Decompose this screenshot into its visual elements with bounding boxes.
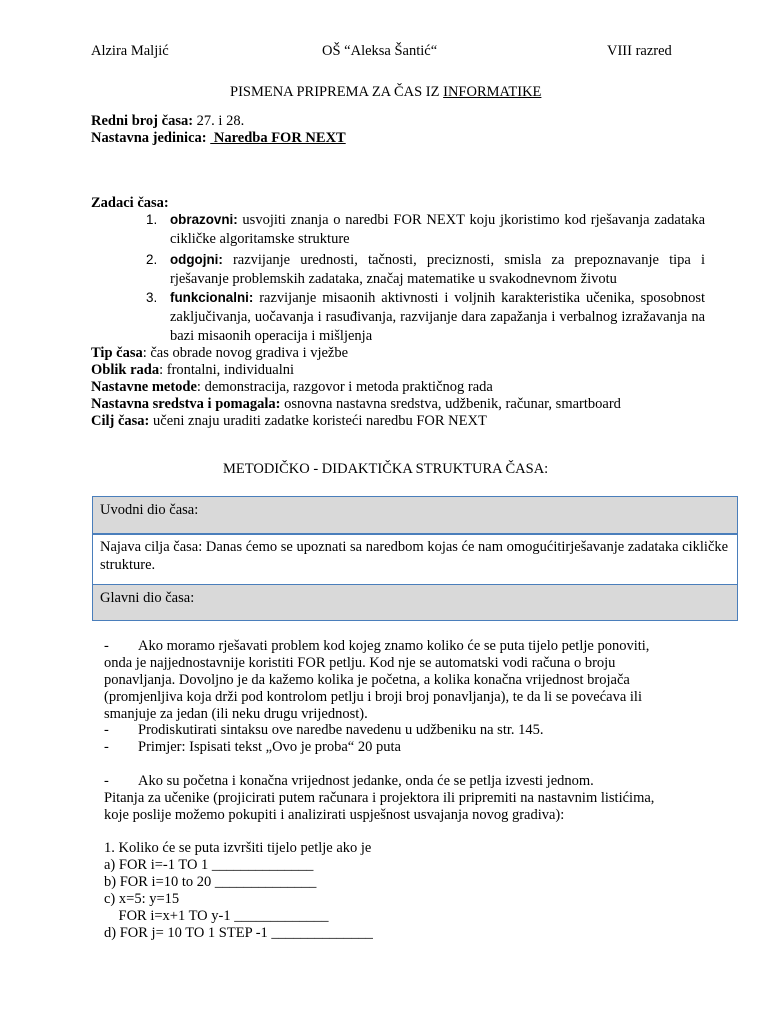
tasks-heading: Zadaci časa: — [91, 195, 169, 211]
main-section-header — [92, 584, 738, 621]
intro-text: Najava cilja časa: Danas ćemo se upoznati sa naredbom kojas će nam omogućitirješavanje zadataka cikličke strukture. — [100, 539, 729, 573]
lesson-number — [91, 113, 244, 130]
paragraph-line: smanjuje za jedan (ili neku drugu vrijednost). — [104, 706, 368, 722]
intro-label: Uvodni dio časa: — [100, 502, 199, 518]
question-option: b) FOR i=10 to 20 ______________ — [104, 874, 317, 890]
bullet-dash: - — [104, 722, 109, 738]
lesson-type: Tip časa: čas obrade novog gradiva i vježbe — [91, 345, 349, 361]
paragraph-line: onda je najjednostavnije koristiti FOR petlju. Kod nje se automatski vodi računa o broju — [104, 655, 616, 671]
task-label: obrazovni: — [170, 212, 238, 227]
intro-section-header — [92, 496, 738, 535]
lesson-number-label: Redni broj časa: — [91, 113, 194, 129]
author-name: Alzira Maljić — [91, 43, 169, 59]
school-name: OŠ “Aleksa Šantić“ — [322, 43, 438, 59]
task-label: funkcionalni: — [170, 290, 254, 305]
task-text: usvojiti znanja o naredbi FOR NEXT koju jkoristimo kod rješavanja zadataka cikličke algoritamske strukture — [170, 212, 705, 247]
task-number: 3. — [146, 290, 158, 305]
lesson-unit-value: Naredba FOR NEXT — [210, 130, 346, 146]
title-subject: INFORMATIKE — [443, 84, 542, 100]
lesson-goal: Cilj časa: učeni znaju uraditi zadatke koristeći naredbu FOR NEXT — [91, 413, 487, 429]
bullet-dash: - — [104, 773, 109, 789]
paragraph-line: Pitanja za učenike (projicirati putem računara i projektora ili pripremiti na nastavnim listićima, — [104, 790, 655, 806]
question-option: FOR i=x+1 TO y-1 _____________ — [104, 908, 329, 924]
bullet-dash: - — [104, 739, 109, 755]
task-number: 1. — [146, 212, 158, 227]
grade: VIII razred — [607, 43, 672, 59]
structure-heading: METODIČKO - DIDAKTIČKA STRUKTURA ČASA: — [223, 461, 549, 477]
task-text: razvijanje urednosti, tačnosti, preciznosti, smisla za prepoznavanje tipa i rješavanje problemskih zadataka, značaj matematike u svakodnevnom životu — [170, 252, 705, 287]
task-text: razvijanje misaonih aktivnosti i voljnih karakteristika učenika, sposobnost zaključivanja, uočavanja i rasuđivanja, razvijanje dara zapažanja i verbalnog izražavanja na bazi misaonih operacija i mišljenja — [170, 290, 705, 344]
teaching-methods: Nastavne metode: demonstracija, razgovor i metoda praktičnog rada — [91, 379, 493, 395]
bullet-dash: - — [104, 638, 109, 654]
document-title — [230, 84, 541, 101]
paragraph-line: koje poslije možemo pokupiti i analizirati uspješnost usvajanja novog gradiva): — [104, 807, 565, 823]
work-form: Oblik rada: frontalni, individualni — [91, 362, 295, 378]
task-number: 2. — [146, 252, 158, 267]
teaching-aids: Nastavna sredstva i pomagala: osnovna nastavna sredstva, udžbenik, računar, smartboard — [91, 396, 621, 412]
bullet-example: Primjer: Ispisati tekst „Ovo je proba“ 20 puta — [138, 739, 401, 755]
paragraph-line: Ako moramo rješavati problem kod kojeg znamo koliko će se puta tijelo petlje ponoviti, — [138, 638, 650, 654]
title-prefix: PISMENA PRIPREMA ZA ČAS IZ — [230, 84, 444, 100]
lesson-unit-label: Nastavna jedinica: — [91, 130, 207, 146]
task-item-educational — [170, 210, 705, 249]
paragraph-line: Ako su početna i konačna vrijednost jedanke, onda će se petlja izvesti jednom. — [138, 773, 594, 789]
task-item-functional — [170, 288, 705, 346]
task-label: odgojni: — [170, 252, 223, 267]
paragraph-line: ponavljanja. Dovoljno je da kažemo kolika je početna, a kolika konačna vrijednost brojača — [104, 672, 630, 688]
lesson-unit — [91, 130, 346, 147]
intro-section-content — [92, 533, 738, 586]
question-option: a) FOR i=-1 TO 1 ______________ — [104, 857, 314, 873]
paragraph-line: (promjenljiva koja drži pod kontrolom petlju i broji broj ponavljanja), te da li se povećava ili — [104, 689, 642, 705]
question-option: c) x=5: y=15 — [104, 891, 180, 907]
question-option: d) FOR j= 10 TO 1 STEP -1 ______________ — [104, 925, 373, 941]
task-item-pedagogical — [170, 250, 705, 289]
lesson-number-value: 27. i 28. — [193, 113, 245, 129]
bullet-syntax: Prodiskutirati sintaksu ove naredbe navedenu u udžbeniku na str. 145. — [138, 722, 544, 738]
question: 1. Koliko će se puta izvršiti tijelo petlje ako je — [104, 840, 372, 856]
main-label: Glavni dio časa: — [100, 590, 195, 606]
